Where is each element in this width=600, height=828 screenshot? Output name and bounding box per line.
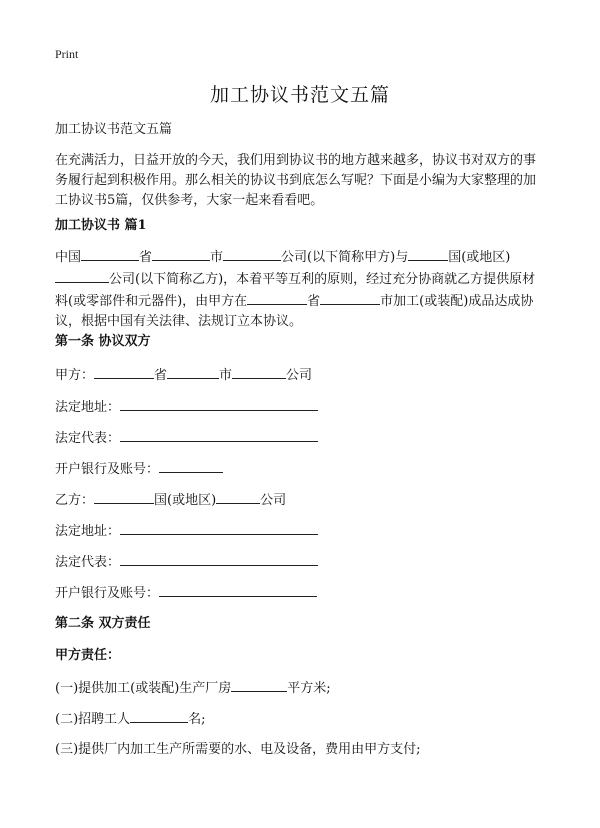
party-a-company: 公司 (286, 368, 313, 383)
blank-line (247, 290, 307, 305)
party-a-bank-line (55, 458, 223, 480)
party-b-company: 公司 (260, 493, 287, 508)
party-a-address-label: 法定地址： (55, 400, 121, 415)
duty-item-3: (三)提供厂内加工生产所需要的水、电及设备，费用由甲方支付; (55, 742, 421, 757)
blank-line (223, 246, 281, 261)
duty-item-2 (55, 708, 206, 730)
blank-line (232, 364, 286, 379)
text-party-a-company: 公司(以下简称甲方)与 (281, 250, 409, 265)
blank-line (167, 364, 219, 379)
blank-line (120, 427, 318, 442)
blank-line (216, 489, 260, 504)
text-city-2: 市加工(或装配)成品达成协议，根据中国有关法律、法规订立本协议。 (55, 294, 534, 329)
duty-1-text: (一)提供加工(或装配)生产厂房 (55, 681, 232, 696)
subtitle-text: 加工协议书范文五篇 (55, 122, 173, 137)
text-party-b-company: 公司(以下简称乙方)，本着平等互利的原则，经过充分协商就乙方提供原材料(或零部件和元器件)，由甲方在 (55, 272, 536, 309)
blank-line (152, 246, 210, 261)
party-a-rep-line (55, 427, 318, 449)
article1-heading: 第一条 协议双方 (55, 334, 151, 349)
text-city: 市 (210, 250, 224, 265)
blank-line (130, 708, 188, 723)
blank-line (159, 582, 317, 597)
blank-line (94, 364, 154, 379)
party-b-bank-line (55, 582, 317, 604)
party-a-duty-heading: 甲方责任： (55, 648, 121, 663)
blank-line (81, 246, 139, 261)
blank-line (159, 458, 223, 473)
agreement-paragraph (55, 246, 547, 332)
party-b-rep-label: 法定代表： (55, 555, 121, 570)
party-a-rep-label: 法定代表： (55, 431, 121, 446)
blank-line (55, 268, 109, 283)
party-b-rep-line (55, 551, 318, 573)
duty-2-text: (二)招聘工人 (55, 712, 131, 727)
party-a-province: 省 (154, 368, 168, 383)
blank-line (94, 489, 154, 504)
blank-line (120, 551, 318, 566)
party-a-label: 甲方： (55, 368, 95, 383)
blank-line (320, 290, 380, 305)
text-china: 中国 (55, 250, 82, 265)
document-subtitle (55, 120, 547, 140)
party-b-bank-label: 开户银行及账号： (55, 586, 160, 601)
page-title: 加工协议书范文五篇 (209, 84, 390, 106)
party-b-country: 国(或地区) (154, 493, 217, 508)
article2-heading: 第二条 双方责任 (55, 616, 151, 631)
intro-paragraph (55, 151, 547, 211)
party-a-line (55, 364, 312, 386)
party-b-address-line (55, 520, 318, 542)
intro-text: 在充满活力，日益开放的今天，我们用到协议书的地方越来越多，协议书对双方的事务履行起到积极作用。那么相关的协议书到底怎么写呢？下面是小编为大家整理的加工协议书5篇，仅供参考，大家一起来看看吧。 (55, 153, 537, 208)
blank-line (231, 677, 287, 692)
party-b-label: 乙方： (55, 493, 95, 508)
duty-item-1 (55, 677, 331, 699)
party-b-address-label: 法定地址： (55, 524, 121, 539)
blank-line (120, 396, 318, 411)
blank-line (408, 246, 448, 261)
party-a-address-line (55, 396, 318, 418)
party-a-bank-label: 开户银行及账号： (55, 462, 160, 477)
text-country: 国(或地区 (448, 250, 506, 265)
text-paren: ) (505, 250, 511, 265)
agreement-text (55, 246, 547, 332)
blank-line (120, 520, 318, 535)
print-link[interactable]: Print (55, 47, 79, 61)
duty-1-unit: 平方米; (287, 681, 331, 696)
piece-heading: 加工协议书 篇1 (55, 218, 147, 233)
text-province: 省 (139, 250, 153, 265)
duty-2-unit: 名; (188, 712, 206, 727)
text-province-2: 省 (307, 294, 321, 309)
party-a-city: 市 (219, 368, 233, 383)
party-b-line (55, 489, 286, 511)
